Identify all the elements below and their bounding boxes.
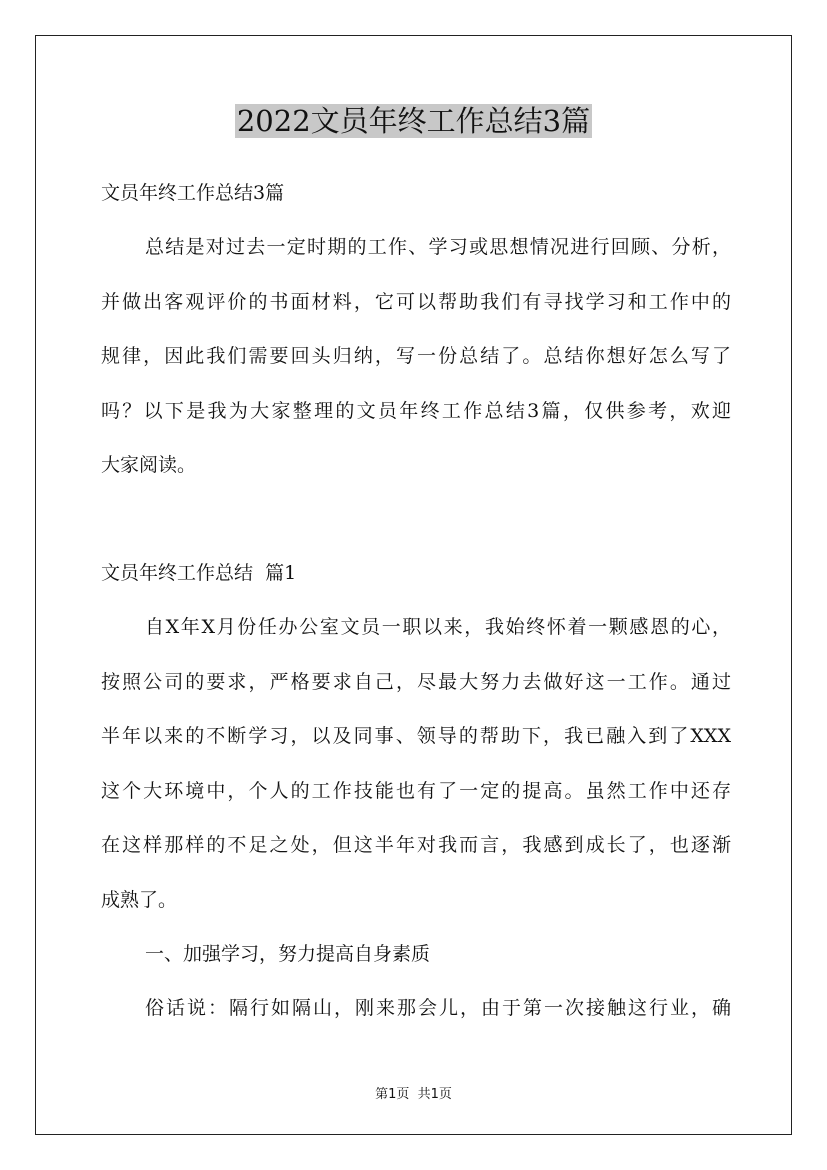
section-line: 成熟了。 xyxy=(101,888,178,911)
subheading: 一、加强学习，努力提高自身素质 xyxy=(145,943,431,965)
intro-line: 规律，因此我们需要回头归纳，写一份总结了。总结你想好怎么写了 xyxy=(101,345,731,367)
section-heading: 文员年终工作总结 篇1 xyxy=(101,562,297,584)
intro-paragraph xyxy=(101,220,731,493)
section-line: 自X年X月份任办公室文员一职以来，我始终怀着一颗感恩的心， xyxy=(145,616,731,638)
intro-line: 吗？以下是我为大家整理的文员年终工作总结3篇，仅供参考，欢迎 xyxy=(101,399,731,422)
document-title xyxy=(0,99,827,143)
document-subtitle: 文员年终工作总结3篇 xyxy=(101,182,285,204)
body-line: 俗话说：隔行如隔山，刚来那会儿，由于第一次接触这行业，确 xyxy=(145,997,731,1019)
page-footer xyxy=(0,1083,827,1102)
document-title-text: 2022文员年终工作总结3篇 xyxy=(236,104,591,138)
page-number: 第1页 共1页 xyxy=(375,1087,452,1102)
intro-line: 总结是对过去一定时期的工作、学习或思想情况进行回顾、分析， xyxy=(145,236,731,258)
section-line: 这个大环境中，个人的工作技能也有了一定的提高。虽然工作中还存 xyxy=(101,779,731,802)
section-paragraph xyxy=(101,600,731,927)
intro-line: 大家阅读。 xyxy=(101,454,197,476)
section-line: 按照公司的要求，严格要求自己，尽最大努力去做好这一工作。通过 xyxy=(101,670,731,693)
section-line: 半年以来的不断学习，以及同事、领导的帮助下，我已融入到了XXX xyxy=(101,725,731,747)
intro-line: 并做出客观评价的书面材料，它可以帮助我们有寻找学习和工作中的 xyxy=(101,290,731,313)
section-line: 在这样那样的不足之处，但这半年对我而言，我感到成长了，也逐渐 xyxy=(101,834,731,856)
